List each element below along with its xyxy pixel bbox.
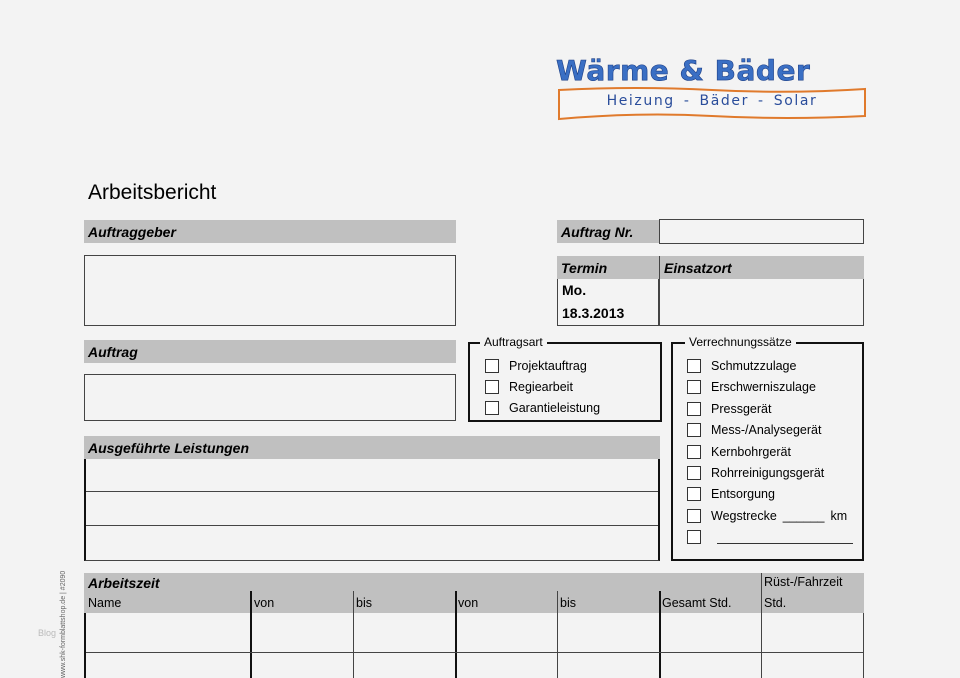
ruest-label: Rüst-/Fahrzeit [764,575,843,589]
einsatzort-header: Einsatzort [659,256,864,279]
auftrag-nr-field[interactable] [659,219,864,244]
option-kernbohrgeraet[interactable] [687,445,791,459]
auftraggeber-header: Auftraggeber [84,220,456,243]
option-custom[interactable] [687,530,853,544]
option-label: Schmutzzulage [711,359,797,373]
table-row[interactable] [86,613,864,653]
option-entsorgung[interactable] [687,487,775,501]
checkbox[interactable] [687,530,701,544]
col-von-2: von [458,596,479,610]
watermark: Blog [38,628,57,638]
option-label: Pressgerät [711,402,772,416]
option-projektauftrag[interactable] [485,359,587,373]
wegstrecke-blank[interactable]: ______ [782,509,825,523]
option-label: Projektauftrag [509,359,587,373]
auftragsart-title: Auftragsart [480,335,547,349]
page-title: Arbeitsbericht [88,181,217,204]
option-rohrreinigungsgeraet[interactable] [687,466,824,480]
option-regiearbeit[interactable] [485,380,573,394]
einsatzort-field[interactable] [659,279,864,326]
option-messgeraet[interactable] [687,423,821,437]
checkbox[interactable] [687,423,701,437]
wegstrecke-label: Wegstrecke [711,509,777,523]
option-label: Regiearbeit [509,380,573,394]
option-erschwerniszulage[interactable] [687,380,816,394]
checkbox[interactable] [687,487,701,501]
arbeitszeit-table [84,613,864,678]
leistungen-header: Ausgeführte Leistungen [84,436,660,459]
termin-date: 18.3.2013 [562,305,625,321]
col-bis-2: bis [560,596,576,610]
company-logo [556,56,868,122]
verrechnungssaetze-group [671,335,864,561]
checkbox[interactable] [485,359,499,373]
termin-field[interactable] [557,279,659,326]
col-name: Name [88,596,122,610]
option-label: Entsorgung [711,487,775,501]
col-von-1: von [254,596,275,610]
auftrag-nr-label: Auftrag Nr. [557,220,659,243]
custom-entry-line[interactable] [717,530,853,544]
termin-header: Termin [557,256,659,279]
termin-day: Mo. [562,282,587,298]
option-label: Erschwerniszulage [711,380,816,394]
leistungen-row[interactable] [86,492,658,526]
option-label: Kernbohrgerät [711,445,791,459]
checkbox[interactable] [687,402,701,416]
checkbox[interactable] [687,445,701,459]
auftraggeber-field[interactable] [84,255,456,326]
logo-title: Wärme & Bäder [556,54,811,87]
col-ruest-std: Std. [764,596,787,610]
checkbox[interactable] [687,509,701,523]
checkbox[interactable] [485,401,499,415]
wegstrecke-unit: km [830,509,848,523]
checkbox[interactable] [687,359,701,373]
auftrag-header: Auftrag [84,340,456,363]
col-bis-1: bis [356,596,372,610]
logo-subtitle: Heizung - Bäder - Solar [606,93,818,109]
auftragsart-group [468,335,662,422]
side-text: www.shk-formblattshop.de | #2090 [60,570,67,678]
option-wegstrecke[interactable] [687,509,847,523]
auftrag-field[interactable] [84,374,456,421]
option-label: Rohrreinigungsgerät [711,466,825,480]
checkbox[interactable] [687,380,701,394]
checkbox[interactable] [687,466,701,480]
leistungen-row[interactable] [86,459,658,492]
verrechnungssaetze-title: Verrechnungssätze [685,335,796,349]
checkbox[interactable] [485,380,499,394]
option-schmutzzulage[interactable] [687,359,796,373]
option-label: Mess-/Analysegerät [711,423,822,437]
option-garantieleistung[interactable] [485,401,600,415]
option-pressgeraet[interactable] [687,402,771,416]
leistungen-row[interactable] [86,526,658,560]
option-label: Garantieleistung [509,401,601,415]
arbeitszeit-label: Arbeitszeit [88,575,160,591]
col-gesamt: Gesamt Std. [662,596,732,610]
leistungen-table [84,459,660,561]
